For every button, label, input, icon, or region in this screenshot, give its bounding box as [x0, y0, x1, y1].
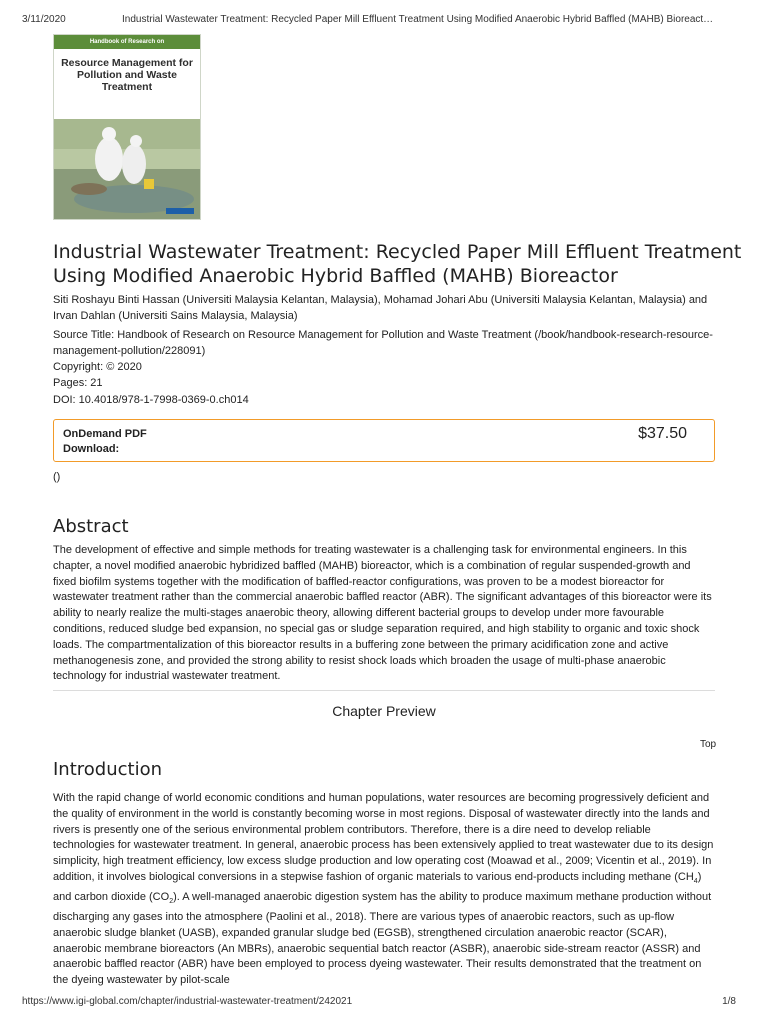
footer-page-number: 1/8: [722, 996, 736, 1007]
purchase-label-line2: Download:: [63, 443, 120, 455]
top-link[interactable]: Top: [700, 739, 717, 750]
copyright: Copyright: © 2020: [53, 361, 142, 373]
publisher-logo: [166, 208, 194, 214]
cover-title: Resource Management for Pollution and Waste Treatment: [61, 57, 193, 93]
co2-subscript: 2: [169, 898, 174, 906]
purchase-box[interactable]: [53, 419, 715, 462]
intro-text-part3: ). A well-managed anaerobic digestion system has the ability to produce maximum methane production without discharging any gases into the atmosphere (Paolini et al., 2018). There are various types of anaerobic reactors, such as up-flow anaerobic sludge blanket (UASB), expanded granular sludge bed (EGSB), strengthened circulation anaerobic reactor (SCAR), anaerobic membrane bioreactors (An MBRs), anaerobic sequential batch reactor (ASBR), anaerobic side-stream reactor (ASSR) and anaerobic baffled reactor (ABR) have been employed to process dyeing wastewater. Their results demonstrated that the treatment on the dyeing wastewater by pilot-scale: [53, 890, 712, 987]
intro-text-part1: With the rapid change of world economic conditions and human populations, water resources are becoming progressively deficient and the quality of environment in the world is constantly becoming worse in most regions. Disposal of wastewater directly into the lands and rivers is presently one of the serious environmental problem contributors. Therefore, there is a dire need to develop reliable technologies for wastewater treatment. In general, anaerobic process has been extensively applied to treat wastewater due to its design simplicity, high treatment efficiency, low excess sludge production and low operating cost (Moawad et al., 2009; Vicentin et al., 2019). In addition, it involves biological conversions in a stepwise fashion of organic materials to various end-products including methane (CH: [53, 792, 714, 883]
print-date: 3/11/2020: [22, 14, 66, 25]
divider: [53, 690, 715, 691]
print-header: [22, 14, 746, 30]
introduction-heading: Introduction: [53, 759, 163, 780]
abstract-heading: Abstract: [53, 516, 129, 537]
purchase-label-line1: OnDemand PDF: [63, 428, 147, 440]
print-page-title: Industrial Wastewater Treatment: Recycled Paper Mill Effluent Treatment Using Modified Anaerobic Hybrid Baffled (MAHB) Bioreact…: [122, 14, 714, 25]
cover-series-band: Handbook of Research on: [54, 35, 200, 49]
footer-url: https://www.igi-global.com/chapter/industrial-wastewater-treatment/242021: [22, 996, 353, 1007]
empty-parentheses: (): [53, 471, 61, 483]
abstract-text: The development of effective and simple methods for treating wastewater is a challenging task for environmental engineers. In this chapter, a novel modified anaerobic hybridized baffled (MAHB) bioreactor, which is a combination of regular suspended-growth and fixed biofilm systems together with the modification of baffled-reactor configurations, was proven to be a modest bioreactor for wastewater treatment rather than the commercial anaerobic baffled reactor (ABR). The significant advantages of this bioreactor were its ability to nearly realize the multi-stages anaerobic theory, allowing different bacterial groups to develop under more favourable conditions, reduced sludge bed expansion, no special gas or sludge separation required, and high stability to organic and toxic shock loads. The compartmentalization of this bioreactor results in a buffering zone between the primary acidification zone and active methanogenesis zone, and provided the strong ability to resist shock loads which broaden the usage of multi-phase anaerobic technology for industrial wastewater treatment.: [53, 544, 712, 683]
methane-subscript: 4: [693, 878, 698, 886]
chapter-preview-heading: Chapter Preview: [332, 703, 436, 719]
book-cover-image[interactable]: [53, 34, 201, 220]
purchase-label: [63, 427, 147, 457]
introduction-text: [53, 791, 715, 989]
cover-photo: [54, 119, 200, 220]
doi: DOI: 10.4018/978-1-7998-0369-0.ch014: [53, 394, 249, 406]
source-title[interactable]: Source Title: Handbook of Research on Resource Management for Pollution and Waste Treatment (/book/handbook-research-resource-management-pollution/228091): [53, 329, 713, 357]
price[interactable]: $37.50: [638, 425, 687, 442]
authors: Siti Roshayu Binti Hassan (Universiti Malaysia Kelantan, Malaysia), Mohamad Johari Abu (Universiti Malaysia Kelantan, Malaysia) and Irvan Dahlan (Universiti Sains Malaysia, Malaysia): [53, 294, 708, 322]
chapter-title: Industrial Wastewater Treatment: Recycled Paper Mill Effluent Treatment Using Modified Anaerobic Hybrid Baffled (MAHB) Bioreactor: [53, 241, 742, 287]
page-count: Pages: 21: [53, 377, 103, 389]
intro-text-part2: ) and carbon dioxide (CO: [53, 870, 702, 903]
